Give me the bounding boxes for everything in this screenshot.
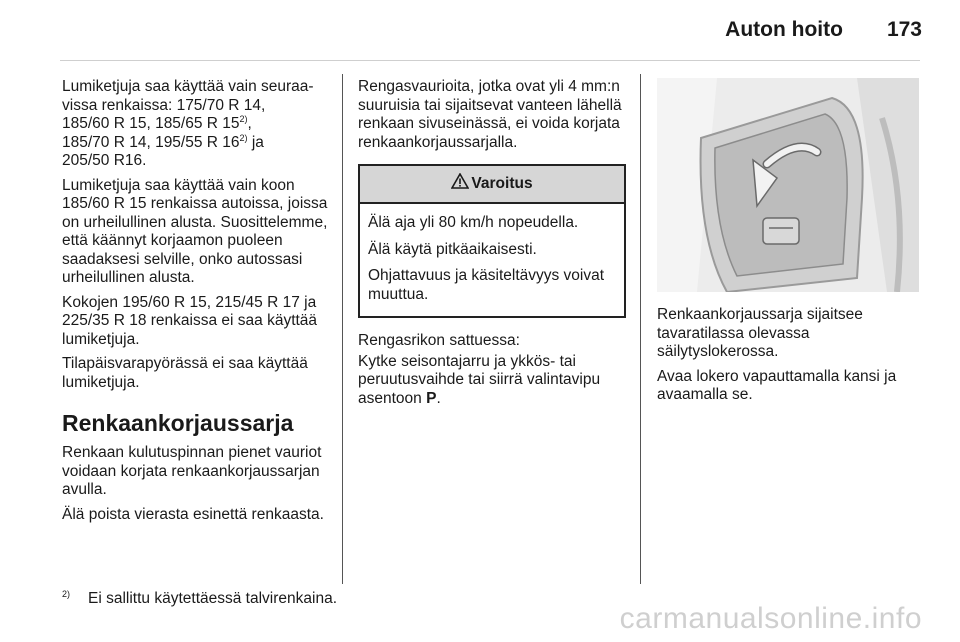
damage-limit-paragraph: Rengasvaurioita, jotka ovat yli 4 mm:n suuruisia tai sijaitsevat vanteen lähellä renkaan sivuseinässä, ei voida korjata renkaankorjaussarjalla. [358,78,622,151]
section-heading: Renkaankorjaussarja [62,410,294,436]
page-header [725,18,922,42]
repair-kit-intro: Renkaan kulutuspinnan pienet vauriot voidaan korjata renkaankorjaussarjan avulla. [62,444,322,498]
column-right [657,78,925,411]
puncture-paragraph: Rengasrikon sattuessa: [358,332,520,349]
warning-line: Älä käytä pitkäaikaisesti. [368,240,537,258]
column-divider-1 [342,74,343,584]
gear-position: P [426,389,437,407]
parking-brake-paragraph: Kytke seisontajarru ja ykkös- tai peruutusvaihde tai siirrä valintavipu asentoon P. [358,352,601,407]
foreign-object-note: Älä poista vierasta esinettä renkaasta. [62,505,324,523]
trunk-compartment-illustration [657,78,919,292]
column-middle [358,78,626,414]
sport-suspension-paragraph: Lumiketjuja saa käyttää vain koon 185/60 R 15 renkaissa autoissa, joissa on urheilullinen alusta. Suosittelemme, että käännyt korjaamon puoleen saadaksesi selville, onko autossasi urheilullinen alusta. [62,176,328,286]
footnote-text: Ei sallittu käytettäessä talvirenkaina. [88,590,337,607]
section-title: Auton hoito [725,18,843,41]
header-divider [60,60,920,61]
forbidden-sizes-paragraph: Kokojen 195/60 R 15, 215/45 R 17 ja 225/35 R 18 renkaissa ei saa käyttää lumiketjuja. [62,293,318,348]
warning-body [360,204,624,316]
open-compartment-paragraph: Avaa lokero vapauttamalla kansi ja avaamalla se. [657,367,897,403]
warning-triangle-icon [451,173,469,195]
snow-chain-sizes-paragraph: Lumiketjuja saa käyttää vain seuraa- vissa renkaissa: 175/70 R 14, 185/60 R 15, 185/65 R 15$^{2)}$, 185/70 R 14, 195/55 R 16$^{2)}$ ja 205/50 R16. [62,78,314,169]
footnote-ref: 2) [239,113,248,124]
warning-box [358,164,626,318]
footnote [62,590,337,608]
watermark: carmanualsonline.info [619,602,922,635]
warning-title: Varoitus [471,174,533,192]
warning-line: Älä aja yli 80 km/h nopeudella. [368,214,579,231]
column-divider-2 [640,74,641,584]
kit-location-paragraph: Renkaankorjaussarja sijaitsee tavaratilassa olevassa säilytyslokerossa. [657,306,863,360]
spare-wheel-paragraph: Tilapäisvarapyörässä ei saa käyttää lumiketjuja. [62,355,308,391]
page-number: 173 [886,18,922,41]
footnote-ref: 2) [239,132,248,143]
footnote-mark: 2) [62,589,71,599]
column-left [62,78,332,530]
warning-header [360,166,624,204]
warning-line: Ohjattavuus ja käsiteltävyys voivat muuttua. [368,267,605,303]
